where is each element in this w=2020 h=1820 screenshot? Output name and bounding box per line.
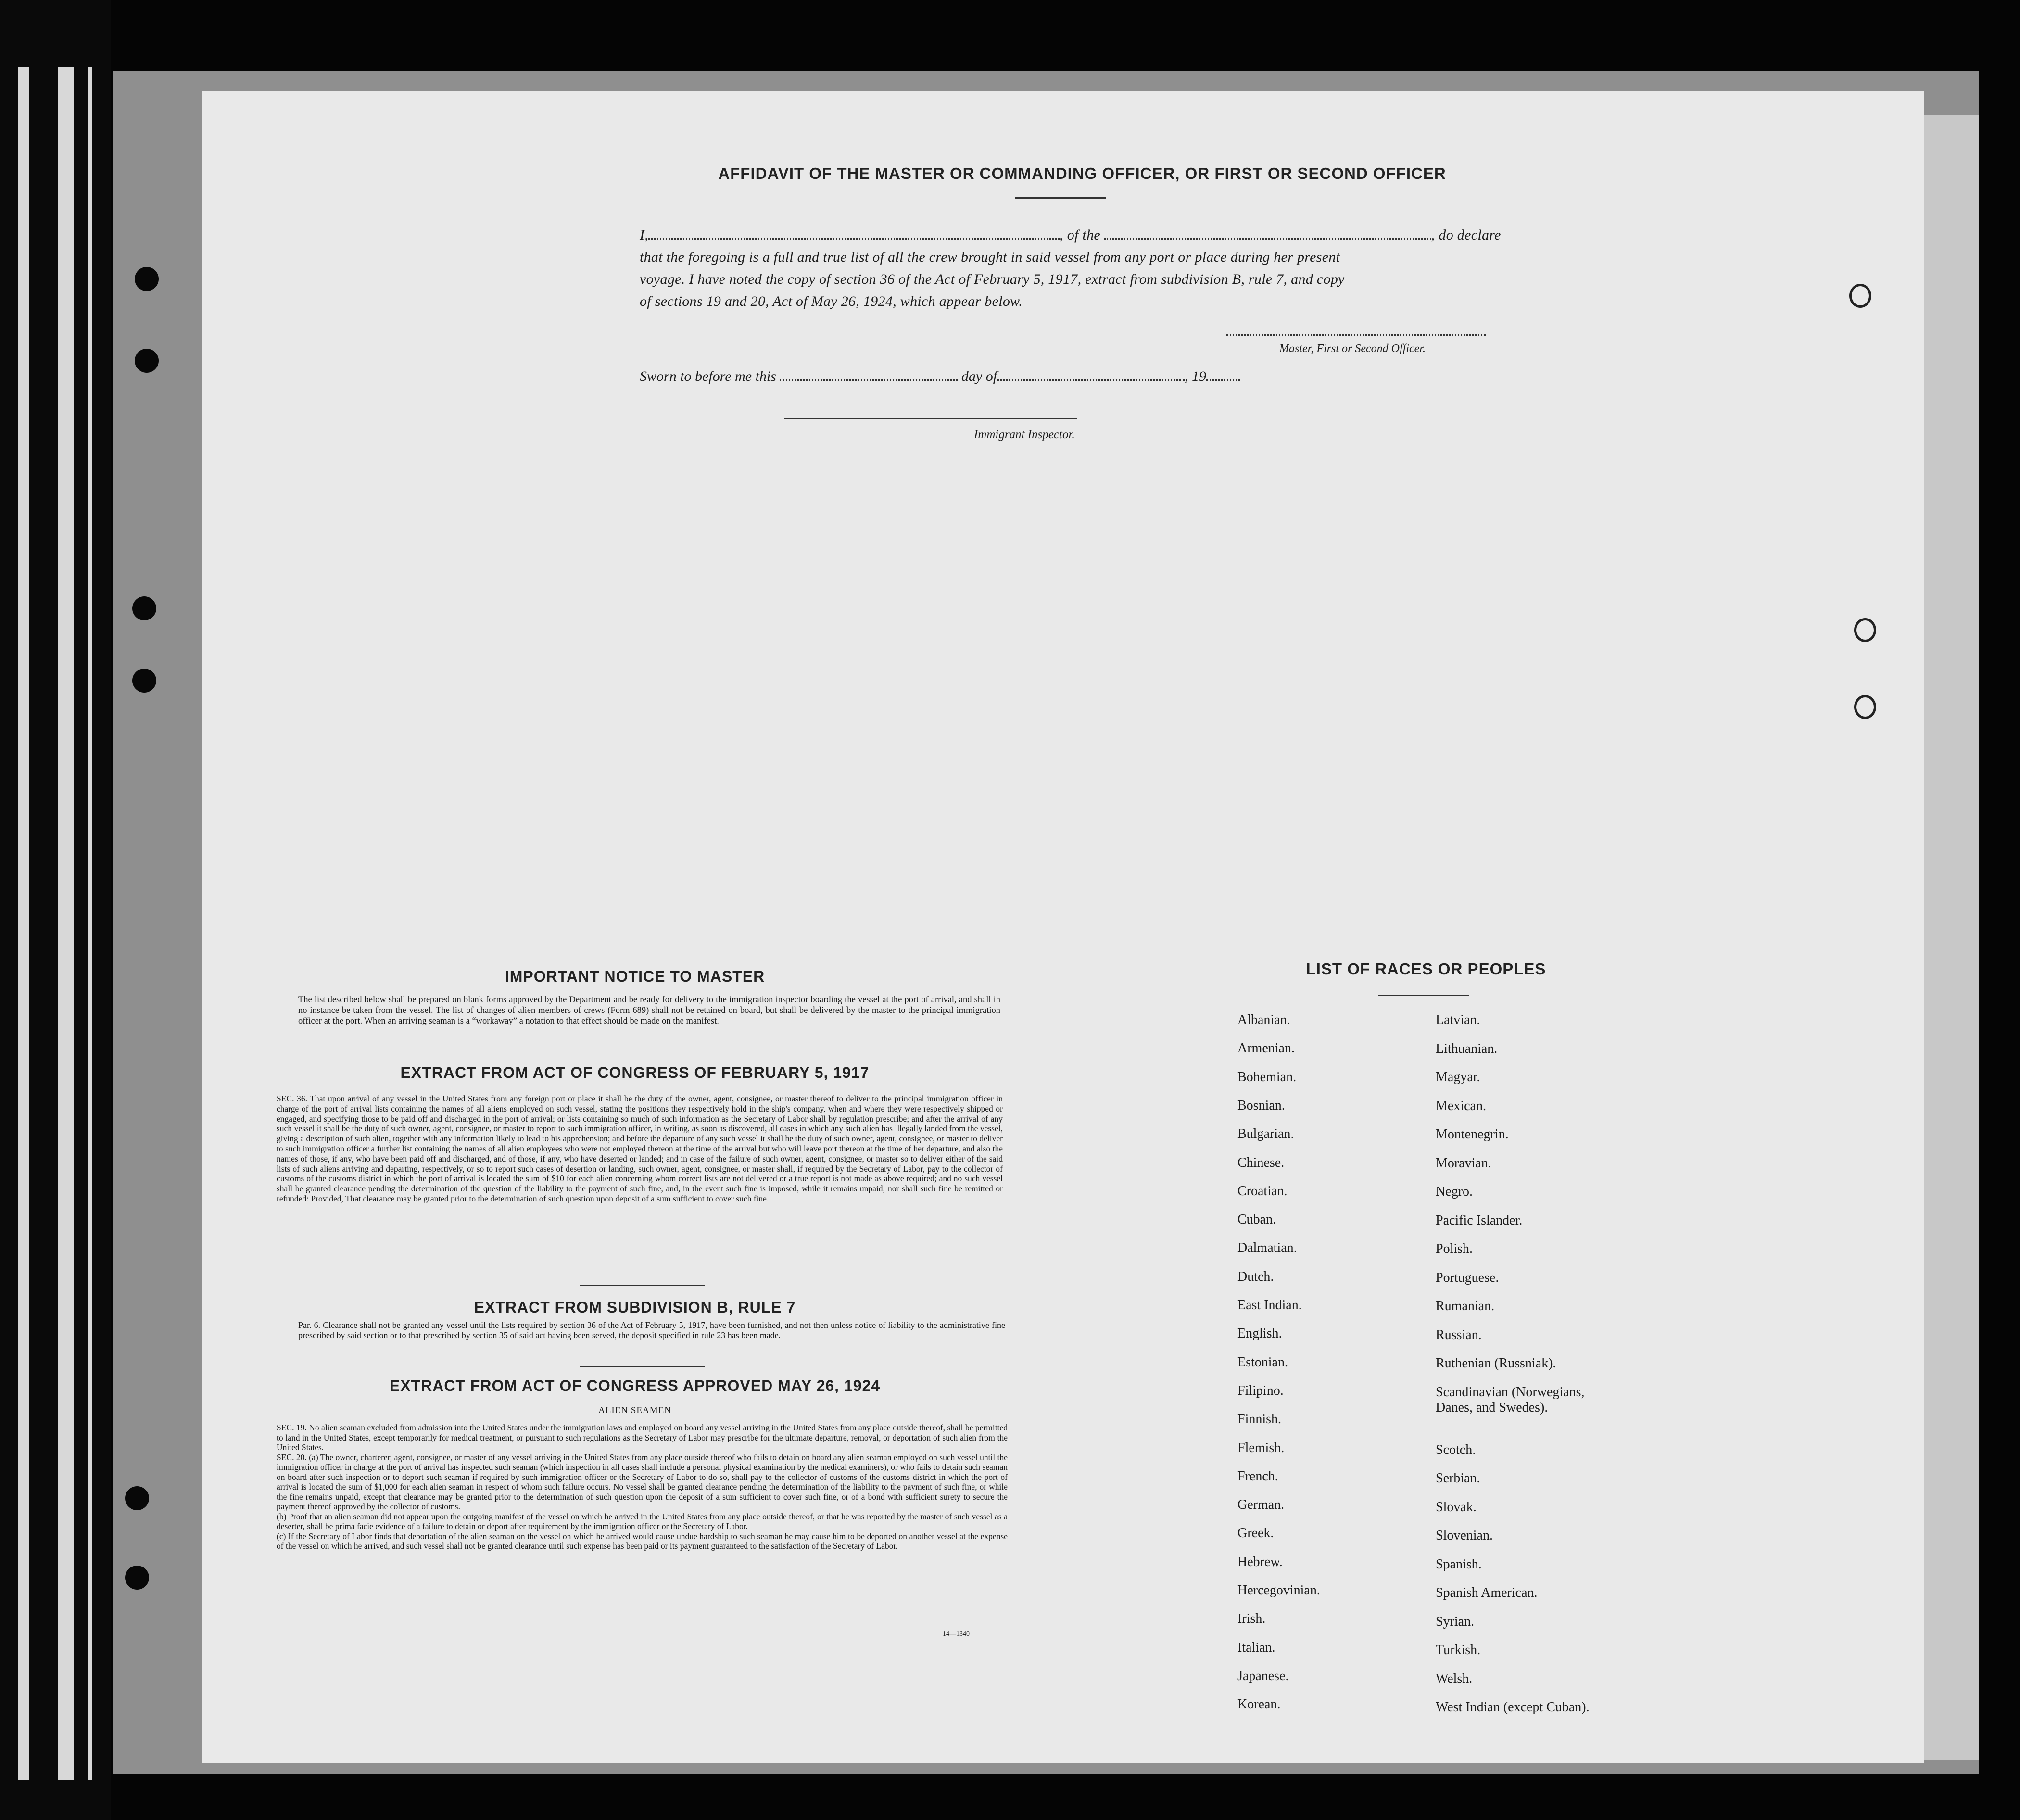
race-item: Montenegrin. bbox=[1436, 1127, 1509, 1142]
race-item: Latvian. bbox=[1436, 1012, 1480, 1027]
punch-hole bbox=[135, 349, 159, 373]
race-item: Irish. bbox=[1237, 1611, 1266, 1627]
master-name-blank[interactable] bbox=[648, 227, 1060, 240]
race-item: Welsh. bbox=[1436, 1671, 1473, 1686]
binder-line bbox=[58, 67, 74, 1780]
punch-hole bbox=[135, 267, 159, 291]
race-item: Scotch. bbox=[1436, 1442, 1476, 1457]
ring-hole bbox=[1849, 284, 1871, 308]
notice-text: The list described below shall be prepared on blank forms approved by the Department and be ready for delivery to the immigration inspector boarding the vessel at the port of arrival, and shall in no instance be taken from the vessel. The list of changes of alien members of crews (Form 689) shall not be retained on board, but shall be delivered by the master to the principal immigration officer at the port. When an arriving seaman is a “workaway” a notation to that effect should be made on the manifest. bbox=[298, 995, 1000, 1026]
of-the-label: , of the bbox=[1060, 227, 1100, 243]
race-item: Pacific Islander. bbox=[1436, 1213, 1523, 1228]
sworn-day-blank[interactable] bbox=[780, 368, 958, 381]
race-item: Armenian. bbox=[1237, 1041, 1295, 1056]
i-label: I, bbox=[640, 227, 649, 243]
race-item: Chinese. bbox=[1237, 1155, 1285, 1170]
race-item: Portuguese. bbox=[1436, 1270, 1499, 1285]
race-item: Scandinavian (Norwegians, bbox=[1436, 1384, 1585, 1400]
race-item: Bosnian. bbox=[1237, 1098, 1285, 1113]
race-item: Danes, and Swedes). bbox=[1436, 1400, 1548, 1415]
race-item: Turkish. bbox=[1436, 1643, 1481, 1657]
rule7-title: EXTRACT FROM SUBDIVISION B, RULE 7 bbox=[474, 1299, 796, 1316]
sworn-year-blank[interactable] bbox=[1206, 368, 1240, 381]
punch-hole bbox=[132, 669, 156, 693]
race-item: French. bbox=[1237, 1468, 1278, 1484]
form-number: 14—1340 bbox=[943, 1630, 970, 1638]
punch-hole bbox=[125, 1486, 149, 1510]
race-item: Hercegovinian. bbox=[1237, 1583, 1320, 1598]
affidavit-body bbox=[640, 224, 1534, 313]
ring-hole bbox=[1854, 695, 1876, 719]
inspector-label: Immigrant Inspector. bbox=[974, 428, 1075, 441]
race-item: Italian. bbox=[1237, 1640, 1275, 1655]
affidavit-title: AFFIDAVIT OF THE MASTER OR COMMANDING OFFICER, OR FIRST OR SECOND OFFICER bbox=[718, 164, 1446, 182]
race-item: German. bbox=[1237, 1497, 1285, 1513]
alien-seamen-subtitle: ALIEN SEAMEN bbox=[598, 1405, 671, 1416]
race-item: Cuban. bbox=[1237, 1212, 1276, 1227]
body-line-2: voyage. I have noted the copy of section 36 of the Act of February 5, 1917, extract from subdivision B, rule 7, and copy bbox=[640, 271, 1345, 287]
do-declare-label: , do declare bbox=[1431, 227, 1501, 243]
race-item: Japanese. bbox=[1237, 1668, 1289, 1683]
body-line-1: that the foregoing is a full and true list of all the crew brought in said vessel from any port or place during her present bbox=[640, 249, 1340, 265]
race-item: Spanish American. bbox=[1436, 1585, 1538, 1600]
race-item: Mexican. bbox=[1436, 1098, 1486, 1113]
race-item: Slovak. bbox=[1436, 1499, 1477, 1515]
divider bbox=[580, 1366, 705, 1367]
sworn-month-blank[interactable] bbox=[997, 368, 1185, 381]
signature-blank[interactable] bbox=[1226, 334, 1486, 336]
race-item: Dalmatian. bbox=[1237, 1240, 1297, 1256]
extract-1924-title: EXTRACT FROM ACT OF CONGRESS APPROVED MAY 26, 1924 bbox=[389, 1377, 881, 1394]
section-20a: SEC. 20. (a) The owner, charterer, agent, consignee, or master of any vessel arriving in the United States from any place outside thereof who fails to detain on board any alien seaman employed on such vessel until the immigration officer in charge at the port of arrival has inspected such seaman (which inspection in all cases shall include a personal physical examination by the medical examiners), or who fails to detain such seaman on board after such inspection or to deport such seaman if required by such immigration officer or the Secretary of Labor to do so, shall pay to the collector of customs of the customs district in which the port of arrival is located the sum of $1,000 for each alien seaman in respect of whom such failure occurs. No vessel shall be granted clearance pending the determination of the liability to the payment of such fine, or while the fine remains unpaid, except that clearance may be granted prior to the determination of such question upon the deposit of a sum sufficient to cover such fine, or of a bond with sufficient surety to secure the payment thereof approved by the collector of customs. bbox=[277, 1452, 1008, 1511]
ring-hole bbox=[1854, 618, 1876, 642]
race-item: Syrian. bbox=[1436, 1614, 1475, 1629]
binder-line bbox=[18, 67, 29, 1780]
extract-1917-title: EXTRACT FROM ACT OF CONGRESS OF FEBRUARY 5, 1917 bbox=[400, 1064, 870, 1081]
day-of-label: day of bbox=[961, 368, 997, 384]
divider bbox=[580, 1285, 705, 1286]
race-item: Albanian. bbox=[1237, 1012, 1290, 1027]
rule7-text: Par. 6. Clearance shall not be granted any vessel until the lists required by section 36 of the Act of February 5, 1917, have been furnished, and not then unless notice of liability to the administrative fine prescribed by said section or to that prescribed by section 35 of said act having been served, the deposit specified in rule 23 has been made. bbox=[298, 1320, 1005, 1340]
year-prefix: , 19 bbox=[1185, 368, 1207, 384]
sworn-line bbox=[640, 368, 1240, 385]
divider bbox=[1015, 197, 1106, 199]
section-20c: (c) If the Secretary of Labor finds that deportation of the alien seaman on the vessel on which he arrived would cause undue hardship to such seaman he may cause him to be deported on another vessel at the expense of the vessel on which he arrived, and such vessel shall not be granted clearance until such expense has been paid or its payment guaranteed to the satisfaction of the Secretary of Labor. bbox=[277, 1531, 1008, 1551]
binder-line bbox=[88, 67, 92, 1780]
binder-edge bbox=[0, 0, 111, 1820]
race-item: Russian. bbox=[1436, 1327, 1482, 1342]
race-item: Dutch. bbox=[1237, 1269, 1274, 1284]
race-item: Estonian. bbox=[1237, 1354, 1288, 1370]
section-20b: (b) Proof that an alien seaman did not appear upon the outgoing manifest of the vessel on which he arrived in the United States from any place outside thereof, or that he was reported by the master of such vessel as a deserter, shall be prima facie evidence of a failure to detain or deport after requirement by the immigration officer or the Secretary of Labor. bbox=[277, 1511, 1008, 1531]
race-item: Bohemian. bbox=[1237, 1069, 1297, 1085]
race-item: Finnish. bbox=[1237, 1412, 1282, 1427]
race-item: Polish. bbox=[1436, 1241, 1473, 1256]
race-item: Slovenian. bbox=[1436, 1528, 1493, 1543]
race-item: Ruthenian (Russniak). bbox=[1436, 1356, 1556, 1371]
race-item: Korean. bbox=[1237, 1697, 1281, 1712]
race-item: Magyar. bbox=[1436, 1070, 1480, 1085]
race-item: English. bbox=[1237, 1326, 1282, 1341]
notice-title: IMPORTANT NOTICE TO MASTER bbox=[505, 968, 765, 985]
extract-1924-text bbox=[277, 1423, 1008, 1551]
race-item: Flemish. bbox=[1237, 1440, 1285, 1455]
section-19: SEC. 19. No alien seaman excluded from admission into the United States under the immigration laws and employed on board any vessel arriving in the United States from any place outside thereof, shall be permitted to land in the United States, except temporarily for medical treatment, or pursuant to such regulations as the Secretary of Labor may prescribe for the ultimate departure, removal, or deportation of such alien from the United States. bbox=[277, 1423, 1008, 1452]
punch-hole bbox=[125, 1566, 149, 1590]
extract-1917-text: SEC. 36. That upon arrival of any vessel in the United States from any foreign port or place it shall be the duty of the owner, agent, consignee, or master thereof to deliver to the principal immigration officer in charge of the port of arrival lists containing the names of all aliens employed on such vessel, stating the positions they respectively hold in the ship's company, when and where they were respectively shipped or engaged, and specifying those to be paid off and discharged in the port of arrival; or lists containing so much of such information as the Secretary of Labor shall by regulation prescribe; and after the arrival of any such vessel it shall be the duty of such owner, agent, consignee, or master to report to such immigration officer, in writing, as soon as discovered, all cases in which any such alien has illegally landed from the vessel, giving a description of such alien, together with any information likely to lead to his apprehension; and before the departure of any such vessel it shall be the duty of such owner, agent, consignee, or master to deliver to such immigration officer a further list containing the names of all alien employees who were not employed thereon at the time of the arrival but who will leave port thereon at the time of her departure, and also the names of those, if any, who have been paid off and discharged, and of those, if any, who have deserted or landed; and in case of the failure of such owner, agent, consignee, or master so to deliver either of the said lists of such aliens arriving and departing, respectively, or so to report such cases of desertion or landing, such owner, agent, consignee, or master shall, if required by the Secretary of Labor, pay to the collector of customs of the customs district in which the port of arrival is located the sum of $10 for each alien concerning whom correct lists are not delivered or a true report is not made as above required; and no such vessel shall be granted clearance pending the determination of the question of the liability to the payment of such fine, and, in the event such fine is imposed, while it remains unpaid; nor shall such fine be remitted or refunded: Provided, That clearance may be granted prior to the determination of such question upon deposit of a sum sufficient to cover such fine. bbox=[277, 1094, 1003, 1203]
body-line-3: of sections 19 and 20, Act of May 26, 1924, which appear below. bbox=[640, 293, 1023, 309]
race-item: Spanish. bbox=[1436, 1556, 1482, 1572]
race-item: Hebrew. bbox=[1237, 1554, 1283, 1569]
vessel-name-blank[interactable] bbox=[1104, 227, 1431, 240]
race-item: Croatian. bbox=[1237, 1183, 1288, 1199]
race-item: Serbian. bbox=[1436, 1471, 1480, 1486]
races-title: LIST OF RACES OR PEOPLES bbox=[1306, 960, 1546, 978]
race-item: East Indian. bbox=[1237, 1298, 1302, 1313]
inspector-signature-line[interactable] bbox=[784, 418, 1077, 419]
punch-hole bbox=[132, 596, 156, 620]
race-item: Rumanian. bbox=[1436, 1299, 1495, 1314]
race-item: West Indian (except Cuban). bbox=[1436, 1700, 1590, 1715]
race-item: Lithuanian. bbox=[1436, 1041, 1498, 1056]
sworn-label: Sworn to before me this bbox=[640, 368, 776, 384]
signature-label: Master, First or Second Officer. bbox=[1279, 342, 1426, 355]
divider bbox=[1378, 995, 1469, 996]
race-item: Filipino. bbox=[1237, 1383, 1284, 1398]
race-item: Moravian. bbox=[1436, 1155, 1491, 1171]
race-item: Greek. bbox=[1237, 1526, 1274, 1541]
race-item: Negro. bbox=[1436, 1184, 1473, 1199]
race-item: Bulgarian. bbox=[1237, 1126, 1294, 1142]
declaration-line bbox=[640, 224, 1534, 246]
